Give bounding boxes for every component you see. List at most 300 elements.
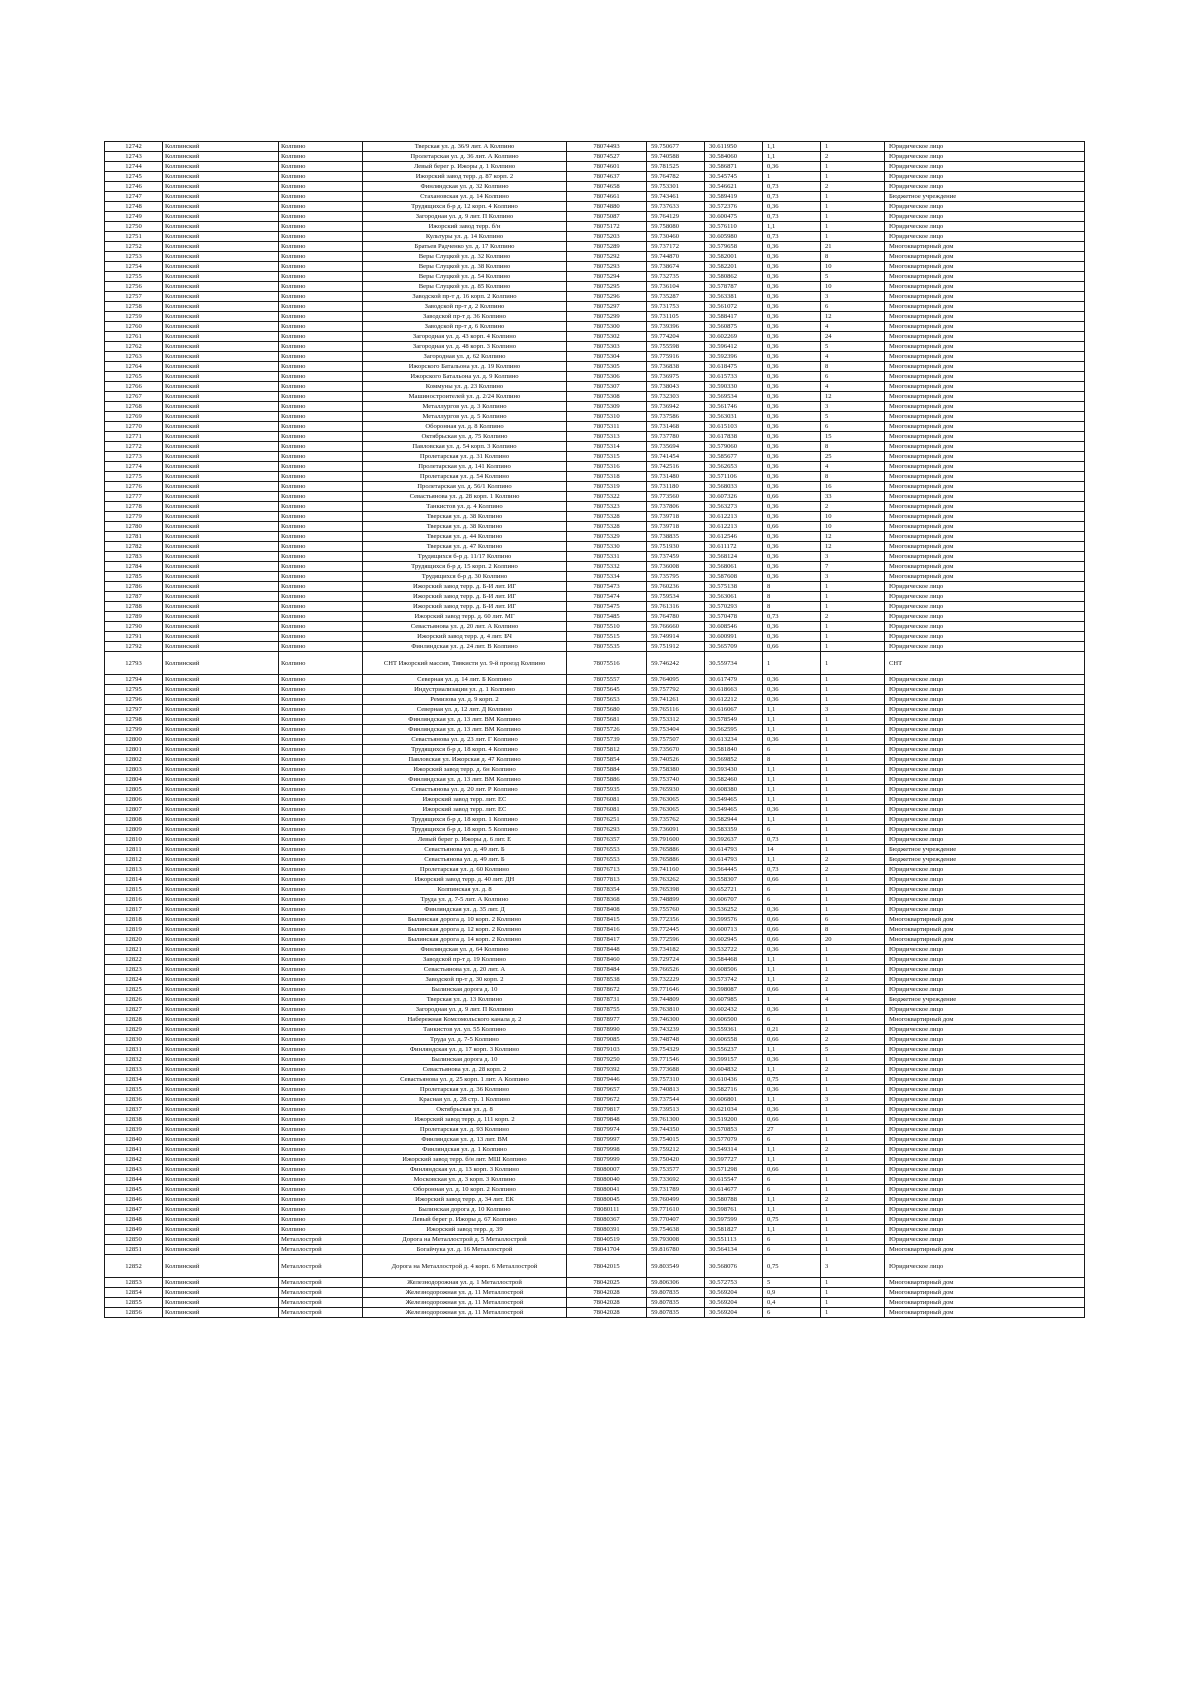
table-cell: Веры Слуцкой ул. д. 54 Колпино bbox=[363, 272, 567, 282]
table-cell: 0,36 bbox=[763, 292, 821, 302]
table-cell: 59.736942 bbox=[647, 402, 705, 412]
table-cell: Колпино bbox=[279, 705, 363, 715]
table-cell: Колпино bbox=[279, 422, 363, 432]
table-cell: 59.772445 bbox=[647, 925, 705, 935]
table-cell: Колпино bbox=[279, 915, 363, 925]
table-cell: Юридическое лицо bbox=[885, 985, 1085, 995]
table-cell: Юридическое лицо bbox=[885, 685, 1085, 695]
table-cell: 12762 bbox=[105, 342, 163, 352]
table-cell: 6 bbox=[763, 1245, 821, 1255]
table-cell: 78075653 bbox=[567, 695, 647, 705]
table-cell: 30.582460 bbox=[705, 775, 763, 785]
table-row bbox=[105, 412, 1085, 422]
table-cell: Финляндская ул. д. 13 лит. ВМ Колпино bbox=[363, 775, 567, 785]
table-cell: Колпинский bbox=[163, 422, 279, 432]
table-row bbox=[105, 695, 1085, 705]
table-cell: 1 bbox=[821, 1308, 885, 1318]
table-cell: Тверская ул. д. 13 Колпино bbox=[363, 995, 567, 1005]
table-cell: 78075854 bbox=[567, 755, 647, 765]
table-cell: Северная ул. д. 12 лит. Д Колпино bbox=[363, 705, 567, 715]
table-cell: 78075314 bbox=[567, 442, 647, 452]
table-cell: 30.606707 bbox=[705, 895, 763, 905]
table-cell: 59.739396 bbox=[647, 322, 705, 332]
table-cell: Юридическое лицо bbox=[885, 1035, 1085, 1045]
table-cell: Финляндская ул. д. 13 лит. ВМ Колпино bbox=[363, 725, 567, 735]
table-cell: 6 bbox=[821, 422, 885, 432]
table-cell: 12846 bbox=[105, 1195, 163, 1205]
table-cell: 1 bbox=[821, 1215, 885, 1225]
table-cell: Колпино bbox=[279, 1055, 363, 1065]
table-cell: Пролетарская ул. д. 36 лит. А Колпино bbox=[363, 152, 567, 162]
table-row bbox=[105, 162, 1085, 172]
table-cell: 59.750677 bbox=[647, 142, 705, 152]
table-cell: 1 bbox=[821, 835, 885, 845]
table-cell: Колпинский bbox=[163, 1225, 279, 1235]
table-cell: 12753 bbox=[105, 252, 163, 262]
table-cell: 78079817 bbox=[567, 1105, 647, 1115]
table-cell: 0,36 bbox=[763, 552, 821, 562]
table-cell: Юридическое лицо bbox=[885, 612, 1085, 622]
table-cell: 59.739718 bbox=[647, 512, 705, 522]
table-cell: 4 bbox=[821, 352, 885, 362]
table-cell: Колпино bbox=[279, 735, 363, 745]
table-cell: 30.614677 bbox=[705, 1185, 763, 1195]
table-cell: Колпино bbox=[279, 292, 363, 302]
table-cell: 12779 bbox=[105, 512, 163, 522]
table-cell: Колпинский bbox=[163, 342, 279, 352]
table-cell: 0,73 bbox=[763, 835, 821, 845]
table-cell: Колпино bbox=[279, 522, 363, 532]
table-cell: 78042028 bbox=[567, 1298, 647, 1308]
table-cell: 59.763810 bbox=[647, 1005, 705, 1015]
table-cell: Колпино bbox=[279, 632, 363, 642]
table-cell: Юридическое лицо bbox=[885, 1235, 1085, 1245]
table-row bbox=[105, 845, 1085, 855]
table-cell: 78079250 bbox=[567, 1055, 647, 1065]
table-row bbox=[105, 502, 1085, 512]
table-cell: 1 bbox=[821, 162, 885, 172]
table-cell: Металлострой bbox=[279, 1288, 363, 1298]
table-cell: Трудящихся б-р д. 18 корп. 4 Колпино bbox=[363, 745, 567, 755]
table-cell: Многоквартирный дом bbox=[885, 312, 1085, 322]
table-cell: Ижорского Батальона ул. д. 9 Колпино bbox=[363, 372, 567, 382]
table-cell: 0,66 bbox=[763, 1165, 821, 1175]
table-cell: 30.608546 bbox=[705, 622, 763, 632]
table-cell: 59.740526 bbox=[647, 755, 705, 765]
table-cell: Ижорский завод терр. д. 60 лит. МГ bbox=[363, 612, 567, 622]
table-cell: Юридическое лицо bbox=[885, 1075, 1085, 1085]
table-cell: Колпино bbox=[279, 1185, 363, 1195]
table-cell: Многоквартирный дом bbox=[885, 492, 1085, 502]
table-cell: 1 bbox=[821, 715, 885, 725]
table-cell: Северная ул. д. 14 лит. Б Колпино bbox=[363, 675, 567, 685]
table-cell: Колпинский bbox=[163, 915, 279, 925]
table-cell: 59.760236 bbox=[647, 582, 705, 592]
table-cell: 59.793008 bbox=[647, 1235, 705, 1245]
table-cell: Многоквартирный дом bbox=[885, 472, 1085, 482]
table-cell: 0,36 bbox=[763, 472, 821, 482]
table-cell: Многоквартирный дом bbox=[885, 432, 1085, 442]
table-cell: 59.738674 bbox=[647, 262, 705, 272]
table-cell: 12766 bbox=[105, 382, 163, 392]
table-cell: 12804 bbox=[105, 775, 163, 785]
table-cell: 30.615733 bbox=[705, 372, 763, 382]
table-cell: 0,73 bbox=[763, 182, 821, 192]
table-cell: 12796 bbox=[105, 695, 163, 705]
table-cell: 8 bbox=[821, 252, 885, 262]
table-cell: 59.765398 bbox=[647, 885, 705, 895]
table-row bbox=[105, 1085, 1085, 1095]
table-cell: 59.766660 bbox=[647, 622, 705, 632]
table-cell: Колпино bbox=[279, 955, 363, 965]
table-row bbox=[105, 432, 1085, 442]
table-cell: 78079998 bbox=[567, 1145, 647, 1155]
table-cell: 12743 bbox=[105, 152, 163, 162]
table-cell: 3 bbox=[821, 552, 885, 562]
table-row bbox=[105, 182, 1085, 192]
table-cell: 78075681 bbox=[567, 715, 647, 725]
table-cell: Многоквартирный дом bbox=[885, 332, 1085, 342]
table-cell: Многоквартирный дом bbox=[885, 392, 1085, 402]
table-cell: 0,36 bbox=[763, 442, 821, 452]
table-cell: Юридическое лицо bbox=[885, 1175, 1085, 1185]
table-cell: Колпино bbox=[279, 965, 363, 975]
table-cell: Колпино bbox=[279, 652, 363, 675]
table-cell: 6 bbox=[763, 1015, 821, 1025]
table-cell: 2 bbox=[821, 502, 885, 512]
table-cell: 12785 bbox=[105, 572, 163, 582]
table-cell: 1,1 bbox=[763, 222, 821, 232]
table-row bbox=[105, 462, 1085, 472]
table-cell: Колпино bbox=[279, 472, 363, 482]
table-cell: Колпинский bbox=[163, 622, 279, 632]
table-cell: Загородная ул. д. 9 лит. П Колпино bbox=[363, 212, 567, 222]
table-cell: Юридическое лицо bbox=[885, 212, 1085, 222]
table-cell: 59.740813 bbox=[647, 1085, 705, 1095]
table-cell: 12781 bbox=[105, 532, 163, 542]
table-cell: Колпино bbox=[279, 675, 363, 685]
table-cell: 30.579658 bbox=[705, 242, 763, 252]
table-cell: Колпинский bbox=[163, 442, 279, 452]
table-cell: 59.748899 bbox=[647, 895, 705, 905]
table-cell: 12757 bbox=[105, 292, 163, 302]
table-cell: Колпино bbox=[279, 1085, 363, 1095]
table-cell: Юридическое лицо bbox=[885, 735, 1085, 745]
table-cell: 59.772356 bbox=[647, 915, 705, 925]
table-cell: Многоквартирный дом bbox=[885, 342, 1085, 352]
table-row bbox=[105, 242, 1085, 252]
table-cell: 0,36 bbox=[763, 695, 821, 705]
table-cell: Тверская ул. д. 44 Колпино bbox=[363, 532, 567, 542]
table-cell: Колпино bbox=[279, 1115, 363, 1125]
table-cell: 30.592637 bbox=[705, 835, 763, 845]
table-cell: 12773 bbox=[105, 452, 163, 462]
table-cell: Колпино bbox=[279, 995, 363, 1005]
table-cell: Металлургов ул. д. 3 Колпино bbox=[363, 402, 567, 412]
table-cell: 1 bbox=[821, 202, 885, 212]
table-cell: 30.568124 bbox=[705, 552, 763, 562]
table-cell: Юридическое лицо bbox=[885, 582, 1085, 592]
table-cell: 78075645 bbox=[567, 685, 647, 695]
table-cell: Колпино bbox=[279, 272, 363, 282]
table-cell: 59.753312 bbox=[647, 715, 705, 725]
table-cell: Севастьянова ул. д. 20 лит. А bbox=[363, 965, 567, 975]
table-cell: Железнодорожная ул. д. 11 Металлострой bbox=[363, 1298, 567, 1308]
table-cell: 78079392 bbox=[567, 1065, 647, 1075]
table-cell: Юридическое лицо bbox=[885, 1065, 1085, 1075]
table-cell: 1,1 bbox=[763, 785, 821, 795]
table-cell: Колпинский bbox=[163, 795, 279, 805]
table-cell: 59.737544 bbox=[647, 1095, 705, 1105]
table-cell: Бюджетное учреждение bbox=[885, 845, 1085, 855]
table-cell: Труда ул. д. 7-5 лит. А Колпино bbox=[363, 895, 567, 905]
table-cell: Колпинский bbox=[163, 685, 279, 695]
table-cell: 6 bbox=[763, 895, 821, 905]
table-cell: 8 bbox=[763, 592, 821, 602]
data-table bbox=[104, 141, 1085, 1318]
table-cell: Колпино bbox=[279, 785, 363, 795]
table-cell: 12749 bbox=[105, 212, 163, 222]
table-cell: 78075739 bbox=[567, 735, 647, 745]
table-cell: 0,36 bbox=[763, 242, 821, 252]
table-cell: 1 bbox=[821, 642, 885, 652]
table-row bbox=[105, 622, 1085, 632]
table-cell: Юридическое лицо bbox=[885, 1025, 1085, 1035]
table-cell: Трудящихся б-р д. 18 корп. 1 Колпино bbox=[363, 815, 567, 825]
table-cell: 30.589419 bbox=[705, 192, 763, 202]
table-cell: 78075319 bbox=[567, 482, 647, 492]
table-cell: Севастьянова ул. д. 25 корп. 1 лит. А Колпино bbox=[363, 1075, 567, 1085]
table-cell: Былинская дорога д. 10 bbox=[363, 1055, 567, 1065]
table-cell: 0,66 bbox=[763, 925, 821, 935]
table-cell: Юридическое лицо bbox=[885, 705, 1085, 715]
table-cell: 12746 bbox=[105, 182, 163, 192]
table-cell: 12755 bbox=[105, 272, 163, 282]
table-cell: 30.582716 bbox=[705, 1085, 763, 1095]
table-cell: 78076251 bbox=[567, 815, 647, 825]
table-cell: 30.617838 bbox=[705, 432, 763, 442]
table-cell: 59.732735 bbox=[647, 272, 705, 282]
table-cell: Колпино bbox=[279, 202, 363, 212]
table-row bbox=[105, 592, 1085, 602]
table-cell: 59.765930 bbox=[647, 785, 705, 795]
table-cell: 59.753404 bbox=[647, 725, 705, 735]
table-cell: Ижорский завод терр. д. 6н Колпино bbox=[363, 765, 567, 775]
table-row bbox=[105, 562, 1085, 572]
table-cell: 59.763065 bbox=[647, 795, 705, 805]
table-cell: 0,66 bbox=[763, 1035, 821, 1045]
table-row bbox=[105, 1205, 1085, 1215]
table-cell: 12769 bbox=[105, 412, 163, 422]
table-cell: 59.735694 bbox=[647, 442, 705, 452]
table-cell: Ижорский завод терр. лит. ЕС bbox=[363, 795, 567, 805]
table-cell: 0,36 bbox=[763, 542, 821, 552]
table-cell: 0,36 bbox=[763, 685, 821, 695]
table-cell: Многоквартирный дом bbox=[885, 915, 1085, 925]
table-cell: 4 bbox=[821, 382, 885, 392]
table-cell: Юридическое лицо bbox=[885, 785, 1085, 795]
table-cell: 12814 bbox=[105, 875, 163, 885]
table-cell: 8 bbox=[821, 442, 885, 452]
table-cell: 12748 bbox=[105, 202, 163, 212]
table-cell: 30.549314 bbox=[705, 1145, 763, 1155]
table-cell: 30.570478 bbox=[705, 612, 763, 622]
table-cell: Набережная Комсомольского канала д. 2 bbox=[363, 1015, 567, 1025]
table-cell: 30.593430 bbox=[705, 765, 763, 775]
table-row bbox=[105, 885, 1085, 895]
table-cell: 4 bbox=[821, 995, 885, 1005]
table-cell: 59.773688 bbox=[647, 1065, 705, 1075]
table-cell: Севастьянова ул. д. 20 лит. А Колпино bbox=[363, 622, 567, 632]
table-cell: 30.606558 bbox=[705, 1035, 763, 1045]
table-cell: 12768 bbox=[105, 402, 163, 412]
table-cell: 12767 bbox=[105, 392, 163, 402]
table-cell: Колпино bbox=[279, 172, 363, 182]
table-cell: Колпинский bbox=[163, 212, 279, 222]
table-cell: Севастьянова ул. д. 28 корп. 1 Колпино bbox=[363, 492, 567, 502]
table-cell: Машиностроителей ул. д. 2/24 Колпино bbox=[363, 392, 567, 402]
table-cell: 59.765886 bbox=[647, 855, 705, 865]
table-cell: Юридическое лицо bbox=[885, 1205, 1085, 1215]
table-cell: Юридическое лицо bbox=[885, 795, 1085, 805]
table-cell: 78079997 bbox=[567, 1135, 647, 1145]
table-cell: 12832 bbox=[105, 1055, 163, 1065]
table-cell: Колпино bbox=[279, 1215, 363, 1225]
table-cell: 30.568033 bbox=[705, 482, 763, 492]
table-cell: 78075203 bbox=[567, 232, 647, 242]
table-cell: Юридическое лицо bbox=[885, 745, 1085, 755]
table-cell: 12764 bbox=[105, 362, 163, 372]
table-cell: 59.741261 bbox=[647, 695, 705, 705]
table-cell: Колпино bbox=[279, 642, 363, 652]
table-cell: 0,36 bbox=[763, 945, 821, 955]
table-cell: Многоквартирный дом bbox=[885, 402, 1085, 412]
table-cell: 12782 bbox=[105, 542, 163, 552]
table-row bbox=[105, 1215, 1085, 1225]
table-cell: Бюджетное учреждение bbox=[885, 995, 1085, 1005]
table-cell: 30.592396 bbox=[705, 352, 763, 362]
table-cell: 59.744870 bbox=[647, 252, 705, 262]
table-row bbox=[105, 212, 1085, 222]
table-cell: 30.608506 bbox=[705, 965, 763, 975]
table-cell: 59.771646 bbox=[647, 985, 705, 995]
table-cell: Колпино bbox=[279, 492, 363, 502]
table-cell: Пролетарская ул. д. 31 Колпино bbox=[363, 452, 567, 462]
table-cell: Колпинский bbox=[163, 875, 279, 885]
table-cell: 30.562653 bbox=[705, 462, 763, 472]
table-cell: 12822 bbox=[105, 955, 163, 965]
table-cell: Колпинский bbox=[163, 452, 279, 462]
table-cell: 1,1 bbox=[763, 152, 821, 162]
table-cell: 7 bbox=[821, 562, 885, 572]
table-cell: Юридическое лицо bbox=[885, 1045, 1085, 1055]
table-cell: 1 bbox=[821, 1115, 885, 1125]
table-cell: Многоквартирный дом bbox=[885, 562, 1085, 572]
table-row bbox=[105, 685, 1085, 695]
table-cell: 59.764129 bbox=[647, 212, 705, 222]
table-cell: 59.757792 bbox=[647, 685, 705, 695]
table-cell: Колпино bbox=[279, 715, 363, 725]
table-cell: 30.580862 bbox=[705, 272, 763, 282]
table-cell: 0,36 bbox=[763, 1105, 821, 1115]
table-cell: 78042015 bbox=[567, 1255, 647, 1278]
table-cell: Юридическое лицо bbox=[885, 1155, 1085, 1165]
table-body bbox=[105, 142, 1085, 1318]
table-cell: Юридическое лицо bbox=[885, 1115, 1085, 1125]
table-cell: 30.545745 bbox=[705, 172, 763, 182]
table-cell: 1 bbox=[821, 142, 885, 152]
table-cell: Железнодорожная ул. д. 1 Металлострой bbox=[363, 1278, 567, 1288]
table-cell: 12745 bbox=[105, 172, 163, 182]
table-cell: 30.577079 bbox=[705, 1135, 763, 1145]
table-cell: 12838 bbox=[105, 1115, 163, 1125]
table-cell: СНТ bbox=[885, 652, 1085, 675]
table-row bbox=[105, 392, 1085, 402]
table-cell: 1 bbox=[821, 232, 885, 242]
table-row bbox=[105, 975, 1085, 985]
table-cell: Многоквартирный дом bbox=[885, 1278, 1085, 1288]
table-cell: 12786 bbox=[105, 582, 163, 592]
table-cell: Колпино bbox=[279, 935, 363, 945]
table-row bbox=[105, 332, 1085, 342]
table-cell: Пролетарская ул. д. 60 Колпино bbox=[363, 865, 567, 875]
table-cell: 12807 bbox=[105, 805, 163, 815]
table-cell: Колпинский bbox=[163, 935, 279, 945]
table-cell: 59.754329 bbox=[647, 1045, 705, 1055]
table-cell: 0,36 bbox=[763, 805, 821, 815]
table-cell: 6 bbox=[763, 1135, 821, 1145]
table-cell: 12844 bbox=[105, 1175, 163, 1185]
table-row bbox=[105, 1095, 1085, 1105]
table-cell: 78078415 bbox=[567, 915, 647, 925]
table-cell: 1,1 bbox=[763, 1205, 821, 1215]
table-cell: Колпинский bbox=[163, 402, 279, 412]
table-cell: 12795 bbox=[105, 685, 163, 695]
table-row bbox=[105, 1175, 1085, 1185]
table-cell: 30.600991 bbox=[705, 632, 763, 642]
table-cell: Тверская ул. д. 38 Колпино bbox=[363, 522, 567, 532]
table-cell: 59.753740 bbox=[647, 775, 705, 785]
table-cell: 1 bbox=[821, 875, 885, 885]
table-cell: Колпино bbox=[279, 1195, 363, 1205]
table-cell: 12845 bbox=[105, 1185, 163, 1195]
table-cell: Трудящихся б-р д. 15 корп. 2 Колпино bbox=[363, 562, 567, 572]
table-cell: 12 bbox=[821, 312, 885, 322]
table-cell: 12761 bbox=[105, 332, 163, 342]
table-cell: 30.581840 bbox=[705, 745, 763, 755]
table-cell: Колпино bbox=[279, 1075, 363, 1085]
table-cell: 12840 bbox=[105, 1135, 163, 1145]
table-cell: 78074601 bbox=[567, 162, 647, 172]
table-cell: Колпино bbox=[279, 372, 363, 382]
table-cell: 12847 bbox=[105, 1205, 163, 1215]
table-cell: 12777 bbox=[105, 492, 163, 502]
table-cell: 30.614793 bbox=[705, 845, 763, 855]
table-cell: 12763 bbox=[105, 352, 163, 362]
table-cell: 4 bbox=[821, 322, 885, 332]
table-cell: 30.568076 bbox=[705, 1255, 763, 1278]
table-cell: 78075330 bbox=[567, 542, 647, 552]
table-cell: 78075516 bbox=[567, 652, 647, 675]
table-cell: 12824 bbox=[105, 975, 163, 985]
table-cell: 12815 bbox=[105, 885, 163, 895]
table-cell: 12805 bbox=[105, 785, 163, 795]
table-cell: 30.602945 bbox=[705, 935, 763, 945]
table-cell: 78042028 bbox=[567, 1288, 647, 1298]
table-cell: Стахановская ул. д. 14 Колпино bbox=[363, 192, 567, 202]
table-cell: 78076293 bbox=[567, 825, 647, 835]
table-cell: 1,1 bbox=[763, 765, 821, 775]
